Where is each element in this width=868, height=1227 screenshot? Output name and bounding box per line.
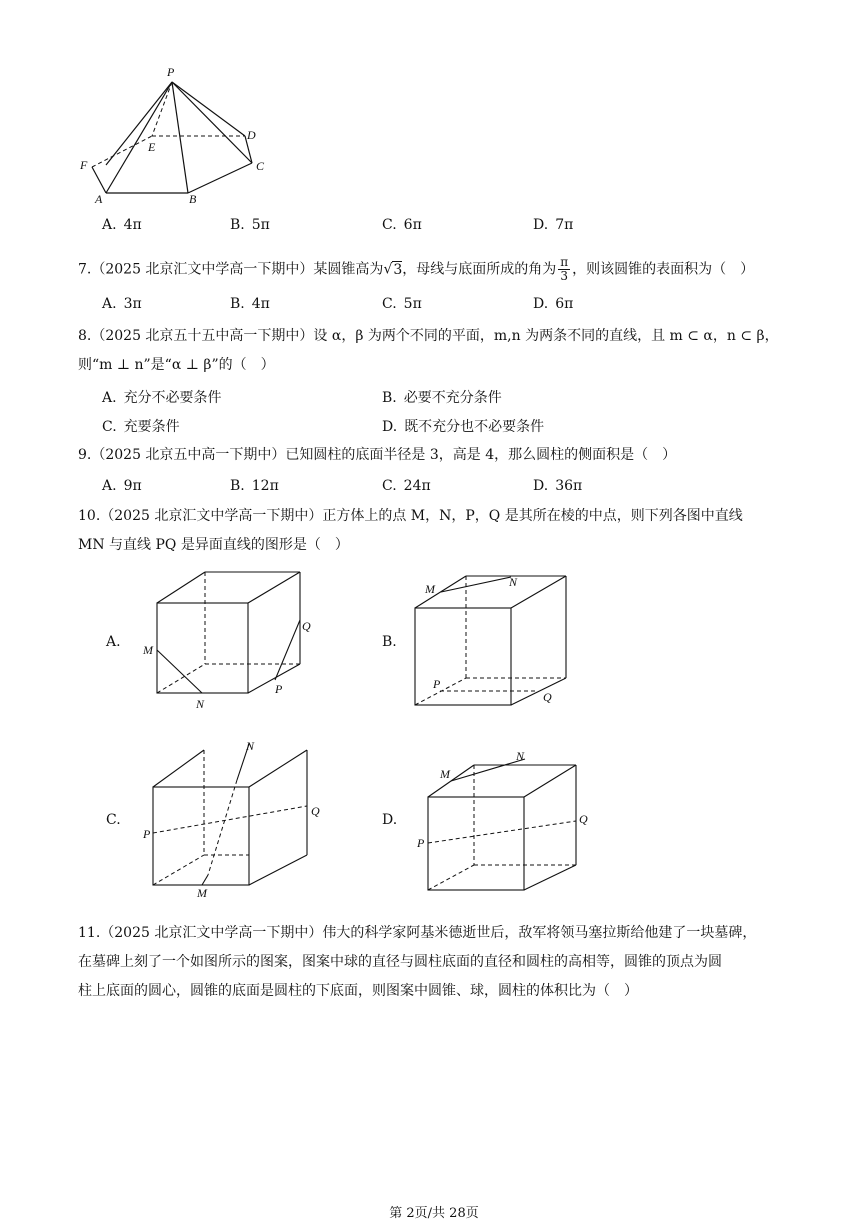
q9-option-c[interactable]: C. 24π: [382, 478, 431, 494]
label-F: F: [80, 158, 88, 172]
pyramid-figure: [70, 60, 290, 210]
q10-figure-a-letter[interactable]: A.: [106, 634, 121, 650]
q8-option-b[interactable]: B. 必要不充分条件: [382, 390, 502, 406]
q8-option-c[interactable]: C. 充要条件: [102, 419, 180, 435]
fig-d-label-M: M: [440, 767, 450, 781]
q10-stem-line1: 10.（2025 北京汇文中学高一下期中）正方体上的点 M，N，P，Q 是其所在棱的中点，则下列各图中直线: [78, 508, 743, 524]
fig-b-label-M: M: [425, 582, 435, 596]
q9-stem: 9.（2025 北京五中高一下期中）已知圆柱的底面半径是 3，高是 4，那么圆柱的侧面积是（ ）: [78, 447, 677, 463]
q11-stem-line3: 柱上底面的圆心，圆锥的底面是圆柱的下底面，则图案中圆锥、球，圆柱的体积比为（ ）: [78, 983, 638, 999]
q10-stem-line2: MN 与直线 PQ 是异面直线的图形是（ ）: [78, 537, 349, 553]
q7-option-d[interactable]: D. 6π: [533, 296, 574, 312]
q10-figure-c-letter[interactable]: C.: [106, 812, 121, 828]
q9-option-b[interactable]: B. 12π: [230, 478, 279, 494]
q9-option-d[interactable]: D. 36π: [533, 478, 583, 494]
fig-b-label-Q: Q: [543, 690, 552, 704]
fig-c-label-Q: Q: [311, 804, 320, 818]
q10-figure-a: [150, 568, 310, 708]
fig-d-label-Q: Q: [579, 812, 588, 826]
q9-option-a[interactable]: A. 9π: [102, 478, 142, 494]
label-B: B: [189, 192, 197, 206]
fig-a-label-N: N: [196, 697, 205, 711]
q10-figure-d-letter[interactable]: D.: [382, 812, 398, 828]
label-D: D: [247, 128, 256, 142]
q6-option-c[interactable]: C. 6π: [382, 217, 422, 233]
q6-option-b[interactable]: B. 5π: [230, 217, 270, 233]
q8-stem-line2: 则“m ⊥ n”是“α ⊥ β”的（ ）: [78, 357, 275, 373]
fig-b-label-N: N: [509, 575, 518, 589]
q8-option-a[interactable]: A. 充分不必要条件: [102, 390, 222, 406]
q8-option-d[interactable]: D. 既不充分也不必要条件: [382, 419, 545, 435]
label-P: P: [167, 65, 175, 79]
fig-d-label-P: P: [417, 836, 425, 850]
q7-stem: 7.（2025 北京汇文中学高一下期中）某圆锥高为√3，母线与底面所成的角为 $\frac{\pi}{3}$ ，则该圆锥的表面积为（ ）: [78, 255, 755, 283]
fig-a-label-P: P: [275, 682, 283, 696]
fig-a-label-M: M: [143, 643, 153, 657]
label-E: E: [148, 140, 156, 154]
q7-option-b[interactable]: B. 4π: [230, 296, 270, 312]
fig-c-label-M: M: [197, 886, 207, 900]
label-A: A: [95, 192, 103, 206]
fig-c-label-P: P: [143, 827, 151, 841]
q6-option-d[interactable]: D. 7π: [533, 217, 574, 233]
fig-a-label-Q: Q: [302, 619, 311, 633]
fig-d-label-N: N: [516, 749, 525, 763]
label-C: C: [256, 159, 265, 173]
q10-figure-b-letter[interactable]: B.: [382, 634, 397, 650]
q8-stem-line1: 8.（2025 北京五十五中高一下期中）设 α，β 为两个不同的平面，m,n 为两条不同的直线，且 m ⊂ α，n ⊂ β，: [78, 328, 779, 344]
fig-c-label-N: N: [246, 739, 255, 753]
page-footer: 第 2页/共 28页: [389, 1206, 479, 1221]
q7-option-c[interactable]: C. 5π: [382, 296, 422, 312]
q10-figure-c: [140, 740, 320, 900]
q7-option-a[interactable]: A. 3π: [102, 296, 142, 312]
q11-stem-line2: 在墓碑上刻了一个如图所示的图案，图案中球的直径与圆柱底面的直径和圆柱的高相等，圆锥的顶点为圆: [78, 954, 722, 970]
q6-option-a[interactable]: A. 4π: [102, 217, 142, 233]
q11-stem-line1: 11.（2025 北京汇文中学高一下期中）伟大的科学家阿基米德逝世后，敌军将领马塞拉斯给他建了一块墓碑，: [78, 925, 757, 941]
fig-b-label-P: P: [433, 677, 441, 691]
